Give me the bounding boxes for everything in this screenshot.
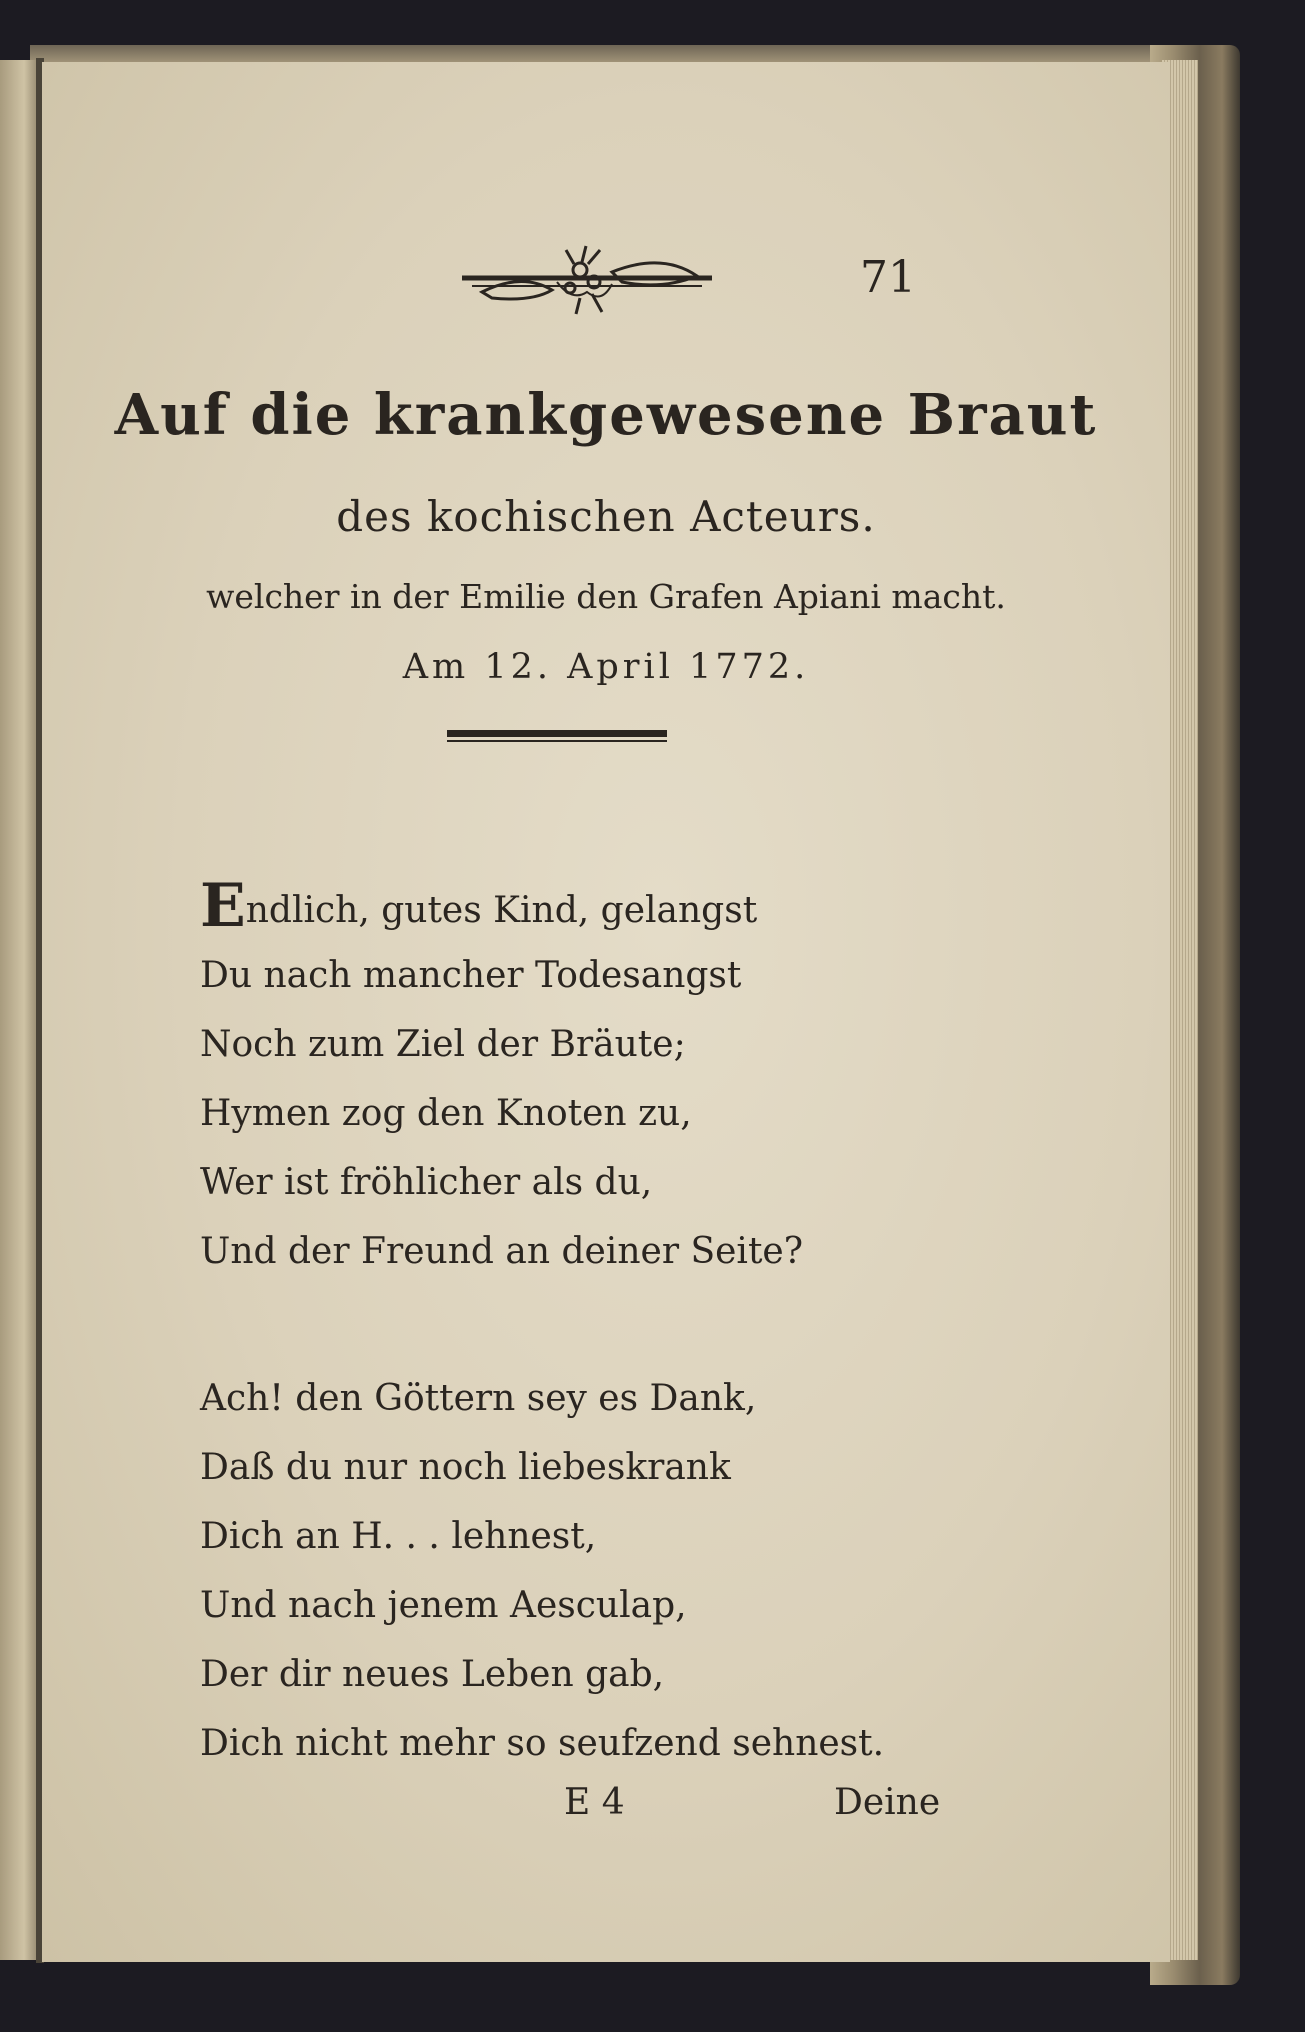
signature-mark: E 4 xyxy=(564,1782,625,1823)
verse-line-text: ndlich, gutes Kind, gelangst xyxy=(245,890,758,931)
poem-subtitle: des kochischen Acteurs. xyxy=(336,492,876,541)
verse-line: Noch zum Ziel der Bräute; xyxy=(200,1024,686,1065)
floral-headpiece-icon xyxy=(462,242,712,322)
verse-line: Dich nicht mehr so seufzend sehnest. xyxy=(200,1723,885,1764)
book-page xyxy=(42,62,1170,1962)
verse-line xyxy=(200,872,803,941)
page-number: 71 xyxy=(860,252,916,303)
verse-line: Und nach jenem Aesculap, xyxy=(200,1585,687,1626)
stanza-2 xyxy=(200,1364,884,1778)
rule-thin-line xyxy=(447,740,667,742)
verse-line: Wer ist fröhlicher als du, xyxy=(200,1162,653,1203)
title-rule xyxy=(447,730,667,742)
verse-line: Und der Freund an deiner Seite? xyxy=(200,1231,804,1272)
verse-line: Hymen zog den Knoten zu, xyxy=(200,1093,692,1134)
stanza-1 xyxy=(200,872,803,1286)
poem-dedication: welcher in der Emilie den Grafen Apiani macht. xyxy=(206,577,1006,616)
catchword: Deine xyxy=(834,1782,941,1823)
poem-date: Am 12. April 1772. xyxy=(402,647,810,687)
drop-capital: E xyxy=(200,871,246,941)
poem-title: Auf die krankgewesene Braut xyxy=(114,382,1098,448)
facing-page-edge xyxy=(0,60,40,1960)
verse-line: Du nach mancher Todesangst xyxy=(200,955,742,996)
verse-line: Ach! den Göttern sey es Dank, xyxy=(200,1378,757,1419)
rule-thick-line xyxy=(447,730,667,737)
verse-line: Daß du nur noch liebeskrank xyxy=(200,1447,731,1488)
verse-line: Der dir neues Leben gab, xyxy=(200,1654,665,1695)
verse-line: Dich an H. . . lehnest, xyxy=(200,1516,597,1557)
